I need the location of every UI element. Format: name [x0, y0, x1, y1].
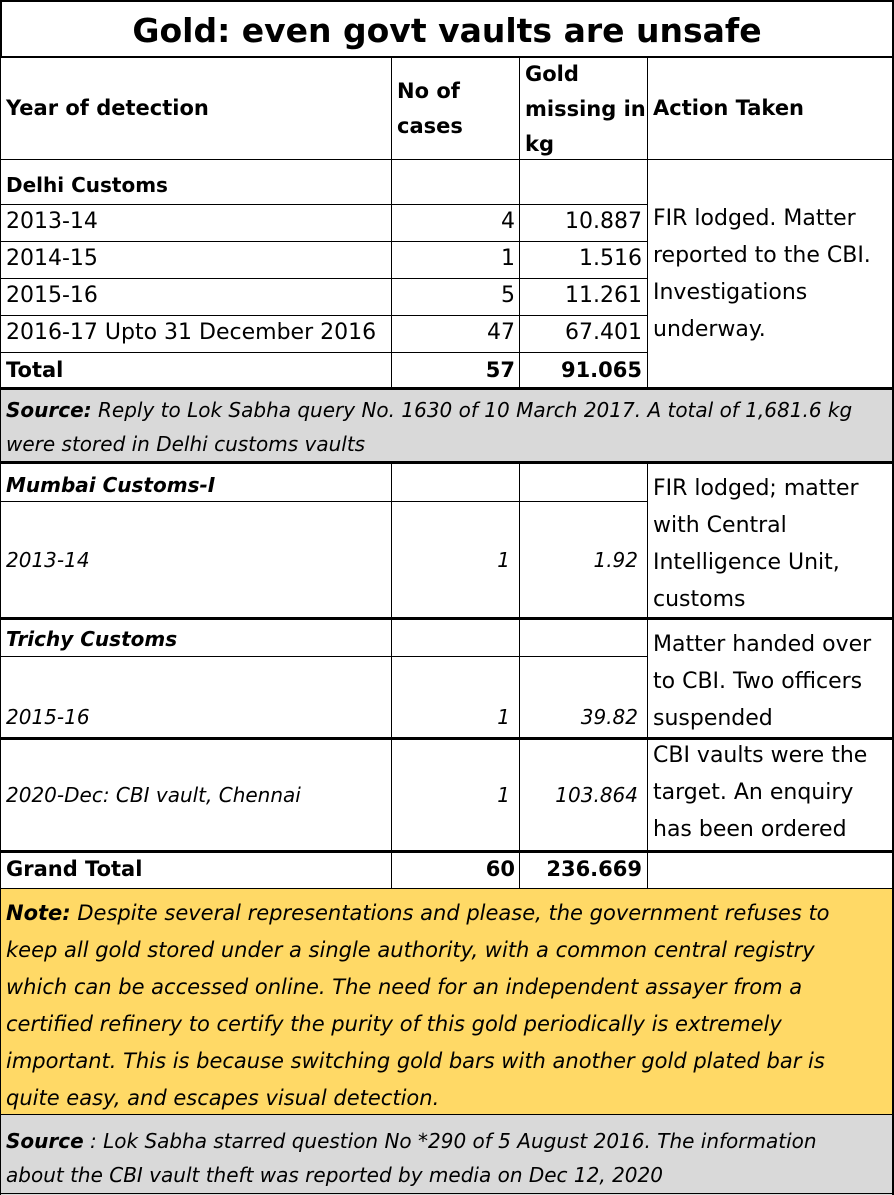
header-gold-l3: kg	[525, 132, 554, 156]
rule	[0, 352, 648, 353]
col-rule	[647, 462, 648, 889]
border-bottom	[0, 1193, 894, 1194]
rule	[0, 737, 894, 740]
page-title: Gold: even govt vaults are unsafe	[0, 0, 894, 58]
note-line: important. This is because switching gold bars with another gold plated bar is	[6, 1049, 825, 1073]
delhi-action-line: Investigations	[653, 280, 808, 305]
trichy-action-line: to CBI. Two officers	[653, 669, 863, 694]
delhi-row-cases: 47	[487, 320, 515, 345]
mumbai-action-line: customs	[653, 587, 746, 612]
note-text: Despite several representations and please, the government refuses to	[70, 901, 830, 925]
section-heading-trichy: Trichy Customs	[6, 627, 178, 651]
rule	[0, 159, 894, 160]
grand-total-kg: 236.669	[546, 857, 642, 881]
delhi-row-kg: 11.261	[565, 283, 642, 308]
mumbai-action-line: with Central	[653, 513, 787, 538]
header-gold-l1: Gold	[525, 62, 579, 86]
delhi-row-cases: 4	[501, 209, 515, 234]
source-text: were stored in Delhi customs vaults	[6, 432, 366, 456]
delhi-action-line: FIR lodged. Matter	[653, 206, 856, 231]
note-label: Note:	[6, 901, 71, 925]
mumbai-row-cases: 1	[497, 548, 510, 572]
rule	[0, 501, 648, 502]
note-line: quite easy, and escapes visual detection.	[6, 1086, 440, 1110]
source-text: Reply to Lok Sabha query No. 1630 of 10 March 2017. A total of 1,681.6 kg	[91, 398, 853, 422]
delhi-row-kg: 10.887	[565, 209, 642, 234]
delhi-row-cases: 5	[501, 283, 515, 308]
delhi-row-year: 2013-14	[6, 209, 98, 234]
note-line	[6, 901, 830, 925]
chennai-row-kg: 103.864	[555, 783, 638, 807]
rule	[0, 888, 894, 889]
delhi-action-line: underway.	[653, 317, 766, 342]
delhi-row-cases: 1	[501, 246, 515, 271]
col-rule	[647, 58, 648, 389]
delhi-row-year: 2014-15	[6, 246, 98, 271]
section-heading-delhi: Delhi Customs	[6, 173, 168, 197]
source-note-delhi	[6, 398, 852, 422]
trichy-row-cases: 1	[497, 705, 510, 729]
trichy-row-year: 2015-16	[6, 705, 90, 729]
trichy-action-line: Matter handed over	[653, 632, 872, 657]
mumbai-row-kg: 1.92	[593, 548, 638, 572]
grand-total-label: Grand Total	[6, 857, 143, 881]
rule	[0, 204, 648, 205]
chennai-action-line: has been ordered	[653, 817, 847, 842]
header-action: Action Taken	[653, 96, 805, 120]
note-line: certified refinery to certify the purity of this gold periodically is extremely	[6, 1012, 782, 1036]
header-cases-l1: No of	[397, 79, 460, 103]
source-note-final	[6, 1129, 817, 1153]
trichy-row-kg: 39.82	[580, 705, 638, 729]
note-line: which can be accessed online. The need for an independent assayer from a	[6, 975, 803, 999]
rule	[0, 656, 648, 657]
rule	[0, 387, 894, 390]
rule	[0, 315, 648, 316]
source-label: Source:	[6, 398, 92, 422]
delhi-total-label: Total	[6, 358, 64, 382]
delhi-action-line: reported to the CBI.	[653, 243, 871, 268]
rule	[0, 278, 648, 279]
rule	[0, 617, 894, 620]
header-year: Year of detection	[6, 96, 209, 120]
grand-total-cases: 60	[485, 857, 515, 881]
source-text: : Lok Sabha starred question No *290 of 5 August 2016. The information	[83, 1129, 817, 1153]
delhi-row-year: 2016-17 Upto 31 December 2016	[6, 320, 377, 345]
mumbai-row-year: 2013-14	[6, 548, 90, 572]
trichy-action-line: suspended	[653, 706, 773, 731]
delhi-total-kg: 91.065	[560, 358, 642, 382]
border-left	[0, 57, 1, 1195]
chennai-row-year: 2020-Dec: CBI vault, Chennai	[6, 783, 301, 807]
rule	[0, 461, 894, 464]
rule	[0, 1114, 894, 1115]
chennai-row-cases: 1	[497, 783, 510, 807]
delhi-total-cases: 57	[485, 358, 515, 382]
delhi-row-kg: 1.516	[579, 246, 642, 271]
delhi-row-kg: 67.401	[565, 320, 642, 345]
chennai-action-line: CBI vaults were the	[653, 743, 868, 768]
rule	[0, 241, 648, 242]
mumbai-action-line: Intelligence Unit,	[653, 550, 840, 575]
note-line: keep all gold stored under a single authority, with a common central registry	[6, 938, 815, 962]
header-gold-l2: missing in	[525, 97, 646, 121]
section-heading-mumbai: Mumbai Customs-I	[6, 473, 216, 497]
header-cases-l2: cases	[397, 114, 463, 138]
delhi-row-year: 2015-16	[6, 283, 98, 308]
rule	[0, 850, 894, 853]
col-rule	[519, 462, 520, 889]
chennai-action-line: target. An enquiry	[653, 780, 854, 805]
mumbai-action-line: FIR lodged; matter	[653, 476, 859, 501]
source-text: about the CBI vault theft was reported by media on Dec 12, 2020	[6, 1163, 663, 1187]
source-label: Source	[6, 1129, 84, 1153]
col-rule	[391, 462, 392, 889]
